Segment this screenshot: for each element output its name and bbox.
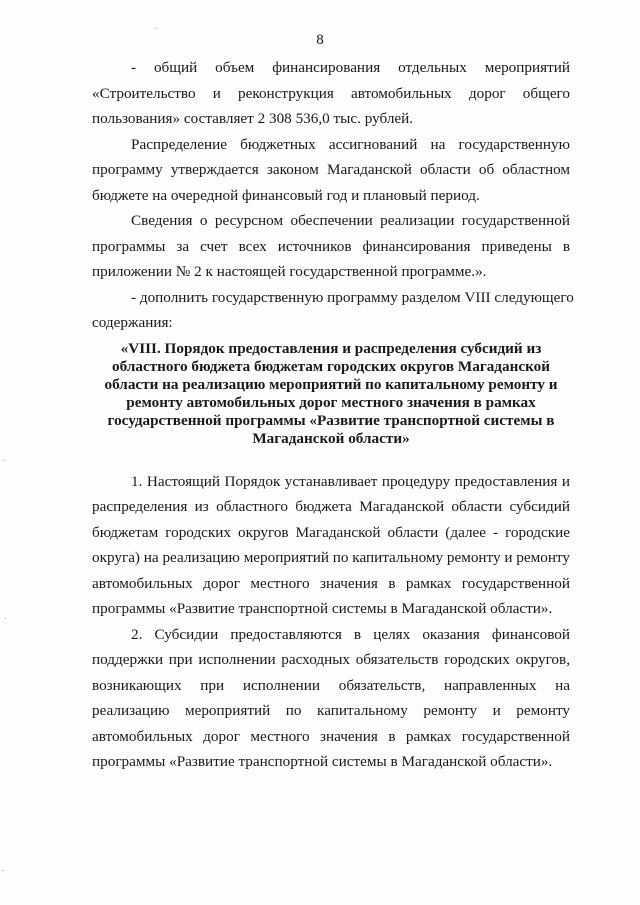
text-line: округа) на реализацию мероприятий по капитальному ремонту и ремонту <box>92 549 570 566</box>
text-line: реализацию мероприятий по капитальному ремонту и ремонту <box>92 702 570 719</box>
scan-speck <box>3 460 4 461</box>
text-line: - общий объем финансирования отдельных мероприятий <box>131 59 570 76</box>
paragraph-financing-volume <box>92 55 570 132</box>
paragraph-procedure-1 <box>92 469 570 622</box>
heading-line: области на реализацию мероприятий по капитальному ремонту и <box>104 375 558 393</box>
scan-speck <box>156 28 157 29</box>
scan-speck <box>2 870 3 871</box>
text-line: программу утверждается законом Магаданской области об областном <box>92 161 570 178</box>
heading-line: государственной программы «Развитие транспортной системы в <box>107 411 555 429</box>
text-line: 2. Субсидии предоставляются в целях оказания финансовой <box>131 625 570 643</box>
text-line: программы «Развитие транспортной системы в Магаданской области». <box>92 753 553 770</box>
text-line: содержания: <box>92 314 173 331</box>
spacer <box>92 448 570 469</box>
text-line: возникающих при исполнении обязательств, направленных на <box>92 676 570 694</box>
heading-line: ремонту автомобильных дорог местного значения в рамках <box>126 393 536 411</box>
text-line: пользования» составляет 2 308 536,0 тыс. рублей. <box>92 110 414 127</box>
text-line: приложении № 2 к настоящей государственной программе.». <box>92 263 487 280</box>
text-line: распределения из областного бюджета Магаданской области субсидий <box>92 498 570 515</box>
paragraph-budget-distribution <box>92 132 570 209</box>
text-line: Сведения о ресурсном обеспечении реализации государственной <box>131 212 570 229</box>
heading-line: «VIII. Порядок предоставления и распределения субсидий из <box>120 339 542 357</box>
text-line: Распределение бюджетных ассигнований на государственную <box>131 135 570 153</box>
section-heading <box>92 340 570 448</box>
heading-line: Магаданской области» <box>252 429 410 447</box>
paragraph-resource-info <box>92 208 570 285</box>
document-body <box>92 55 574 775</box>
page-number: 8 <box>316 32 324 48</box>
text-line: бюджетам городских округов Магаданской области (далее - городские <box>92 523 570 541</box>
text-line: бюджете на очередной финансовый год и плановый период. <box>92 186 480 204</box>
text-line: программы «Развитие транспортной системы в Магаданской области». <box>92 600 553 617</box>
text-line: поддержки при исполнении расходных обязательств городских округов, <box>92 651 570 668</box>
text-line: программы за счет всех источников финансирования приведены в <box>92 237 570 255</box>
text-line: - дополнить государственную программу разделом VIII следующего <box>131 288 574 306</box>
text-line: автомобильных дорог местного значения в рамках государственной <box>92 574 570 592</box>
heading-line: областного бюджета бюджетам городских округов Магаданской <box>112 357 550 375</box>
text-line: «Строительство и реконструкция автомобильных дорог общего <box>92 84 570 102</box>
paragraph-procedure-2 <box>92 622 570 775</box>
scan-speck <box>5 618 6 619</box>
paragraph-add-section <box>92 285 574 336</box>
text-line: автомобильных дорог местного значения в рамках государственной <box>92 727 570 745</box>
text-line: 1. Настоящий Порядок устанавливает процедуру предоставления и <box>131 472 570 490</box>
